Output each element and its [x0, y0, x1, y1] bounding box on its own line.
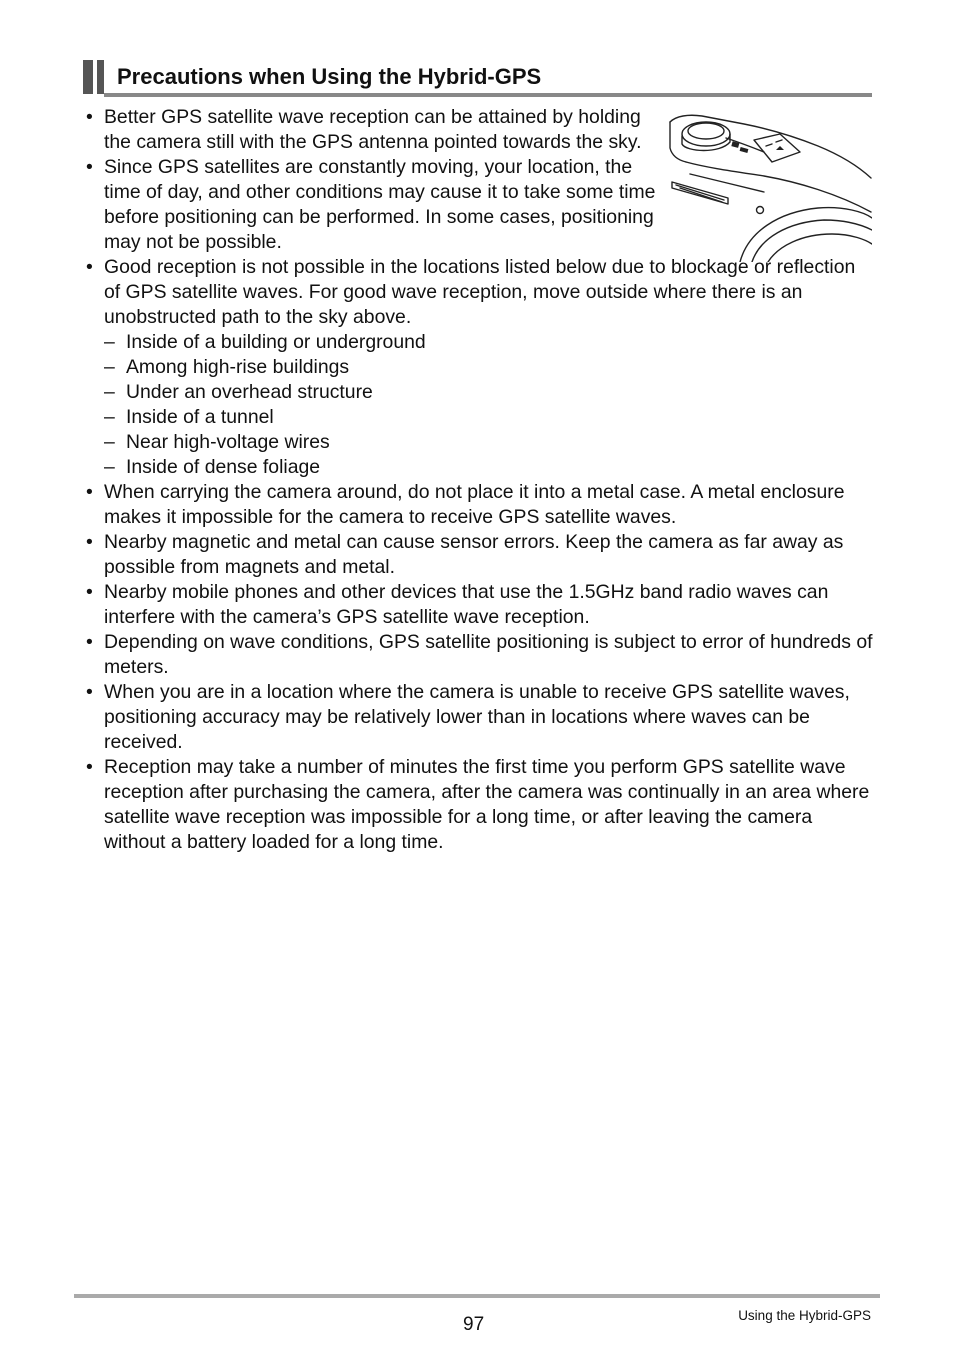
list-item-text: Good reception is not possible in the locations listed below due to blockage or reflection of GPS satellite waves. For good wave reception, move outside where there is an unobstructed path to the sky above.: [104, 256, 856, 328]
list-item-text: Reception may take a number of minutes the first time you perform GPS satellite wave reception after purchasing the camera, after the camera was continually in an area where satellite wave reception was impossible for a long time, or after leaving the camera without a battery loaded for a long time.: [104, 756, 870, 853]
sub-list-item-text: Inside of a building or underground: [126, 331, 426, 353]
list-item-text: When carrying the camera around, do not place it into a metal case. A metal enclosure makes it impossible for the camera to receive GPS satellite waves.: [104, 481, 845, 528]
list-item-text: Since GPS satellites are constantly moving, your location, the time of day, and other conditions may cause it to take some time before positioning can be performed. In some cases, positioning may not be possible.: [104, 156, 656, 253]
sub-list-item-text: Under an overhead structure: [126, 381, 373, 403]
dash-marker: –: [104, 331, 115, 353]
dash-marker: –: [104, 456, 115, 478]
list-item: [83, 105, 659, 155]
sub-list-item-text: Inside of dense foliage: [126, 456, 321, 478]
heading-marker-bar: [97, 60, 104, 94]
sub-list-item-text: Near high-voltage wires: [126, 431, 330, 453]
bullet-marker: •: [86, 531, 93, 553]
footer-divider: [74, 1294, 880, 1298]
sub-list-item: [83, 380, 873, 405]
list-item-text: Depending on wave conditions, GPS satellite positioning is subject to error of hundreds of meters.: [104, 631, 873, 678]
section-heading: [83, 60, 872, 97]
sub-list-item: [83, 405, 873, 430]
heading-marker-bar: [83, 60, 93, 94]
sub-list-item: [83, 355, 873, 380]
list-item: [83, 255, 873, 330]
bullet-marker: •: [86, 681, 93, 703]
list-item-text: Nearby mobile phones and other devices that use the 1.5GHz band radio waves can interfere with the camera’s GPS satellite wave reception.: [104, 581, 829, 628]
bullet-marker: •: [86, 631, 93, 653]
section-title: Precautions when Using the Hybrid-GPS: [117, 64, 542, 89]
dash-marker: –: [104, 381, 115, 403]
bullet-marker: •: [86, 156, 93, 178]
list-item: [83, 680, 873, 755]
precautions-list: [83, 105, 873, 855]
list-item-text: Nearby magnetic and metal can cause sensor errors. Keep the camera as far away as possible from magnets and metal.: [104, 531, 844, 578]
sub-list-item: [83, 430, 873, 455]
footer-section-label: Using the Hybrid-GPS: [738, 1308, 871, 1323]
list-item-text: Better GPS satellite wave reception can be attained by holding the camera still with the GPS antenna pointed towards the sky.: [104, 106, 642, 153]
sub-list-item-text: Among high-rise buildings: [126, 356, 350, 378]
dash-marker: –: [104, 431, 115, 453]
heading-underline: [104, 93, 872, 97]
bullet-marker: •: [86, 256, 93, 278]
list-item: [83, 480, 873, 530]
bullet-marker: •: [86, 581, 93, 603]
list-item: [83, 580, 873, 630]
bullet-marker: •: [86, 106, 93, 128]
bullet-marker: •: [86, 756, 93, 778]
list-item: [83, 530, 873, 580]
dash-marker: –: [104, 406, 115, 428]
dash-marker: –: [104, 356, 115, 378]
list-item-text: When you are in a location where the camera is unable to receive GPS satellite waves, positioning accuracy may be relatively lower than in locations where waves can be received.: [104, 681, 850, 753]
page-number: 97: [463, 1314, 485, 1335]
sub-list-item: [83, 455, 873, 480]
list-item: [83, 630, 873, 680]
list-item: [83, 155, 659, 255]
list-item: [83, 755, 873, 855]
sub-list-item: [83, 330, 873, 355]
bullet-marker: •: [86, 481, 93, 503]
sub-list-item-text: Inside of a tunnel: [126, 406, 274, 428]
